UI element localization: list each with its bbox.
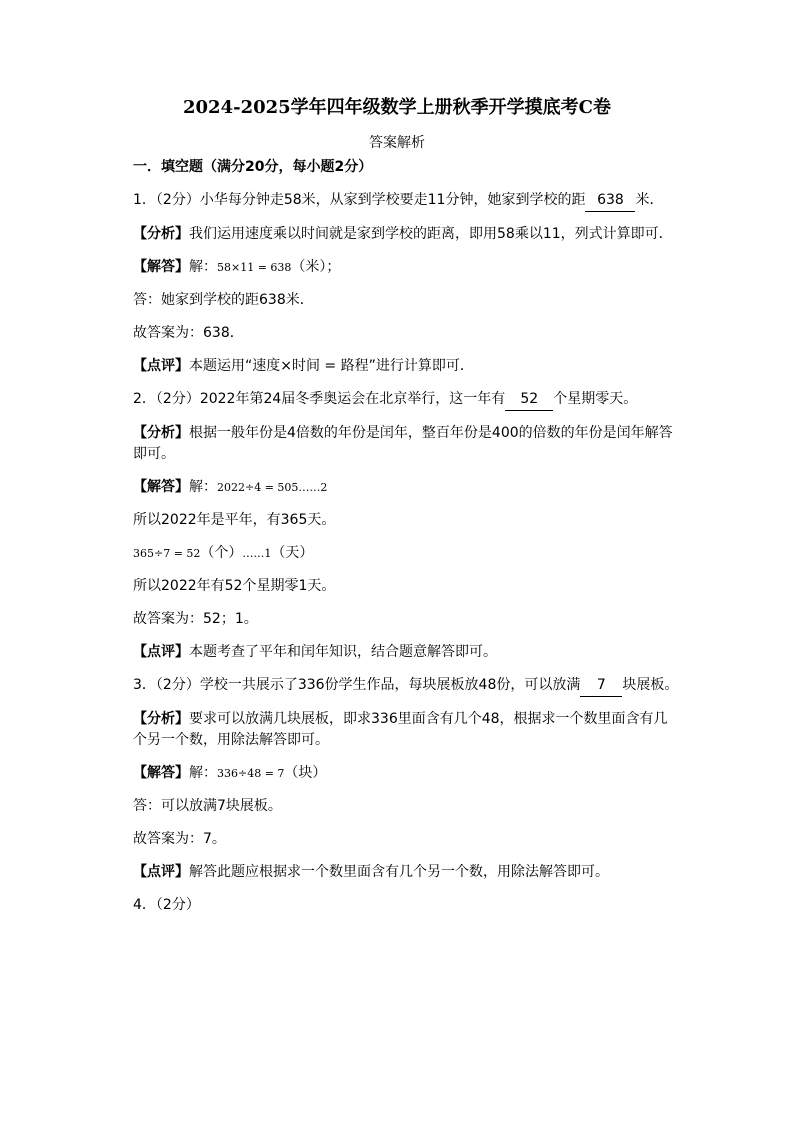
analysis-tag: 【分析】	[133, 226, 189, 242]
comment-tag: 【点评】	[133, 358, 189, 374]
q2-comment-text: 本题考查了平年和闰年知识，结合题意解答即可。	[189, 644, 497, 660]
q1-reply: 答：她家到学校的距638米．	[133, 292, 314, 308]
q3-comment-text: 解答此题应根据求一个数里面含有几个另一个数，用除法解答即可。	[189, 864, 609, 880]
q2-stem-text: 2．（2分）2022年第24届冬季奥运会在北京举行，这一年有	[133, 391, 506, 407]
q3-answer-blank: 7	[580, 675, 622, 697]
comment-tag: 【点评】	[133, 864, 189, 880]
q1-final: 故答案为：638．	[133, 325, 244, 341]
q2-equation2	[133, 543, 681, 564]
q2-line2: 所以2022年是平年，有365天。	[133, 512, 336, 528]
answer-tag: 【解答】	[133, 765, 189, 781]
q1-solution	[133, 257, 681, 278]
q2-stem-tail: 个星期零天。	[553, 391, 638, 407]
q1-stem-tail: 米．	[635, 192, 664, 208]
page-title: 2024-2025学年四年级数学上册秋季开学摸底考C卷	[183, 97, 611, 118]
q2-answer-blank: 52	[505, 389, 553, 411]
q3-solution	[133, 763, 681, 784]
q3-stem-text: 3．（2分）学校一共展示了336份学生作品，每块展板放48份，可以放满	[133, 677, 581, 693]
answer-tag: 【解答】	[133, 479, 189, 495]
analysis-tag: 【分析】	[133, 711, 189, 727]
q1-stem	[133, 190, 681, 212]
q2-solution-prefix: 解：	[189, 479, 217, 495]
q1-equation-unit: （米）；	[291, 259, 341, 275]
q2-equation2-remainder: ……1	[242, 547, 272, 560]
q3-analysis	[133, 709, 681, 751]
q1-equation: 58×11 = 638	[217, 261, 292, 274]
q2-equation2-unit-b: （天）	[271, 545, 314, 561]
q2-analysis	[133, 423, 681, 465]
q3-analysis-text: 要求可以放满几块展板，即求336里面含有几个48，根据求一个数里面含有几个另一个数，用除法解答即可。	[133, 711, 668, 748]
q2-analysis-text: 根据一般年份是4倍数的年份是闰年，整百年份是400的倍数的年份是闰年解答即可。	[133, 425, 673, 462]
q1-comment-text: 本题运用“速度×时间 = 路程”进行计算即可．	[189, 358, 474, 374]
q3-comment	[133, 862, 681, 883]
q3-stem-tail: 块展板。	[622, 677, 679, 693]
q1-analysis-text: 我们运用速度乘以时间就是家到学校的距离，即用58乘以11，列式计算即可．	[189, 226, 673, 242]
q3-final: 故答案为：7。	[133, 831, 226, 847]
q3-solution-prefix: 解：	[189, 765, 217, 781]
q2-equation: 2022÷4 = 505……2	[217, 481, 328, 494]
answer-tag: 【解答】	[133, 259, 189, 275]
q2-solution	[133, 477, 681, 498]
q1-stem-text: 1．（2分）小华每分钟走58米，从家到学校要走11分钟，她家到学校的距	[133, 192, 586, 208]
page-subtitle: 答案解析	[369, 135, 425, 151]
comment-tag: 【点评】	[133, 644, 189, 660]
analysis-tag: 【分析】	[133, 425, 189, 441]
q2-equation2-math: 365÷7 = 52	[133, 547, 201, 560]
q1-analysis	[133, 224, 681, 245]
q2-stem	[133, 389, 681, 411]
q2-comment	[133, 642, 681, 663]
q2-equation2-unit-a: （个）	[200, 545, 243, 561]
q2-final: 故答案为：52；1。	[133, 611, 258, 627]
section-heading: 一．填空题（满分20分，每小题2分）	[133, 159, 373, 175]
q1-solution-prefix: 解：	[189, 259, 217, 275]
q3-stem	[133, 675, 681, 697]
q1-answer-blank: 638	[585, 190, 635, 212]
q1-comment	[133, 356, 681, 377]
q3-reply: 答：可以放满7块展板。	[133, 798, 282, 814]
q4-stem: 4．（2分）	[133, 897, 200, 913]
content	[133, 157, 681, 928]
q2-line3: 所以2022年有52个星期零1天。	[133, 578, 336, 594]
q3-equation-unit: （块）	[284, 765, 327, 781]
q3-equation: 336÷48 = 7	[217, 767, 285, 780]
